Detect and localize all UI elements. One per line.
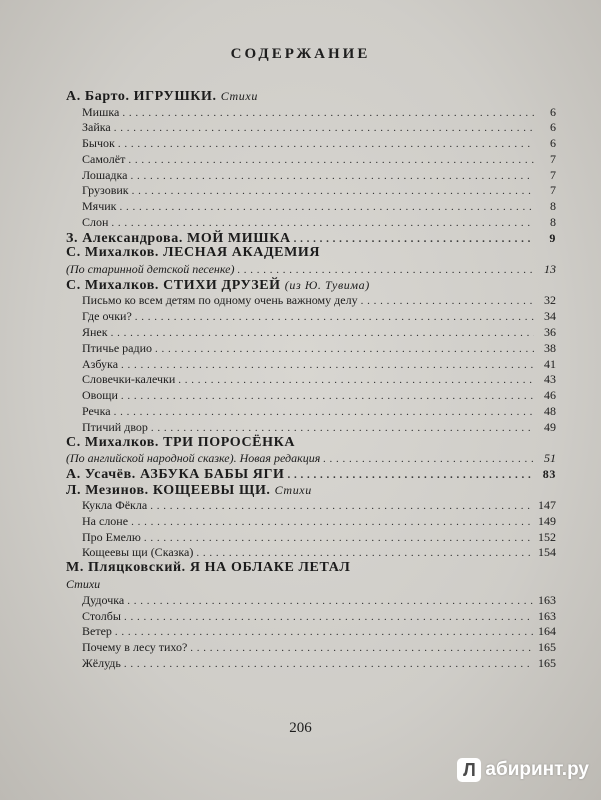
toc-entry-title: Про Емелю bbox=[82, 529, 141, 544]
table-of-contents bbox=[66, 88, 556, 671]
toc-leader-dots bbox=[121, 387, 534, 404]
toc-heading-label: Л. Мезинов. КОЩЕЕВЫ ЩИ. bbox=[66, 482, 271, 498]
toc-entry-title: Словечки-калечки bbox=[82, 372, 176, 387]
toc-entry-title: Овощи bbox=[82, 388, 118, 403]
toc-leader-dots bbox=[151, 419, 534, 436]
toc-page-number: 36 bbox=[544, 324, 556, 339]
toc-page-number: 38 bbox=[544, 340, 556, 355]
page-number: 206 bbox=[289, 720, 312, 736]
toc-entry-title: Мишка bbox=[82, 104, 120, 119]
toc-entry bbox=[66, 608, 556, 624]
toc-page-number: 152 bbox=[538, 529, 556, 544]
toc-entry-title: Ветер bbox=[82, 624, 112, 639]
toc-entry bbox=[66, 308, 556, 324]
toc-entry bbox=[66, 419, 556, 435]
toc-entry bbox=[66, 292, 556, 308]
toc-entry-title: А. Усачёв. АЗБУКА БАБЫ ЯГИ bbox=[66, 467, 285, 483]
toc-heading-note: (из Ю. Тувима) bbox=[284, 277, 370, 292]
page-title: СОДЕРЖАНИЕ bbox=[230, 46, 371, 62]
toc-leader-dots bbox=[178, 371, 534, 388]
toc-leader-dots bbox=[124, 608, 534, 625]
toc-section-heading bbox=[66, 482, 556, 498]
toc-leader-dots bbox=[155, 340, 534, 357]
toc-entry bbox=[66, 513, 556, 529]
toc-entry bbox=[66, 119, 556, 135]
toc-entry-title: Птичье радио bbox=[82, 340, 153, 355]
toc-entry-title: Зайка bbox=[82, 120, 111, 135]
toc-heading-note: Стихи bbox=[274, 482, 312, 497]
toc-entry-title: Бычок bbox=[82, 136, 115, 151]
toc-page-number: 6 bbox=[550, 104, 556, 119]
toc-heading-note: Стихи bbox=[220, 89, 258, 103]
toc-entry bbox=[66, 623, 556, 639]
toc-entry-title: Кукла Фёкла bbox=[82, 498, 148, 513]
toc-leader-dots bbox=[115, 623, 534, 640]
toc-entry-title: Речка bbox=[82, 403, 111, 418]
toc-page-number: 7 bbox=[550, 183, 556, 198]
toc-entry bbox=[66, 529, 556, 545]
toc-page-number: 48 bbox=[544, 403, 556, 418]
toc-leader-dots bbox=[135, 308, 534, 325]
toc-entry bbox=[66, 371, 556, 387]
toc-entry-title: На слоне bbox=[82, 513, 129, 528]
toc-leader-dots bbox=[124, 655, 534, 672]
toc-note: Стихи bbox=[66, 576, 101, 591]
toc-entry bbox=[66, 544, 556, 560]
toc-entry bbox=[66, 356, 556, 372]
toc-leader-dots bbox=[127, 592, 534, 609]
toc-entry bbox=[66, 198, 556, 214]
toc-entry bbox=[66, 104, 556, 120]
toc-entry-title: (По английской народной сказке). Новая редакция bbox=[66, 451, 321, 466]
toc-section-heading bbox=[66, 230, 556, 246]
toc-leader-dots bbox=[361, 292, 534, 309]
toc-entry-title: (По старинной детской песенке) bbox=[66, 261, 235, 276]
toc-page-number: 147 bbox=[538, 498, 556, 513]
toc-leader-dots bbox=[150, 497, 534, 514]
labirint-logo bbox=[457, 758, 589, 782]
toc-entry bbox=[66, 655, 556, 671]
toc-entry-title: З. Александрова. МОЙ МИШКА bbox=[66, 230, 291, 246]
toc-entry-title: Кощеевы щи (Сказка) bbox=[82, 545, 194, 560]
toc-entry-title: Жёлудь bbox=[82, 655, 121, 670]
toc-leader-dots bbox=[131, 167, 535, 184]
toc-leader-dots bbox=[111, 214, 534, 231]
toc-page-number: 41 bbox=[544, 356, 556, 371]
toc-leader-dots bbox=[144, 529, 534, 546]
toc-leader-dots bbox=[114, 403, 534, 420]
toc-page-number: 6 bbox=[550, 120, 556, 135]
toc-page-number: 83 bbox=[542, 467, 556, 482]
toc-leader-dots bbox=[190, 639, 534, 656]
toc-entry-title: Грузовик bbox=[82, 183, 129, 198]
toc-entry bbox=[66, 592, 556, 608]
toc-page-number: 8 bbox=[550, 215, 556, 230]
toc-entry-title: Мячик bbox=[82, 199, 117, 214]
toc-page-number: 163 bbox=[538, 592, 556, 607]
toc-page-number: 7 bbox=[550, 151, 556, 166]
toc-entry bbox=[66, 324, 556, 340]
toc-entry bbox=[66, 151, 556, 167]
toc-heading-label: С. Михалков. ТРИ ПОРОСЁНКА bbox=[66, 434, 296, 450]
toc-entry bbox=[66, 214, 556, 230]
toc-page-number: 8 bbox=[550, 199, 556, 214]
toc-leader-dots bbox=[111, 324, 534, 341]
toc-leader-dots bbox=[238, 261, 535, 278]
toc-entry bbox=[66, 497, 556, 513]
toc-section-heading bbox=[66, 466, 556, 482]
toc-entry bbox=[66, 403, 556, 419]
toc-leader-dots bbox=[119, 198, 534, 215]
toc-entry-title: Янек bbox=[82, 324, 108, 339]
toc-entry bbox=[66, 340, 556, 356]
toc-page-number: 9 bbox=[549, 230, 556, 245]
toc-entry-title: Где очки? bbox=[82, 309, 132, 324]
toc-section-heading bbox=[66, 560, 556, 576]
toc-page-number: 34 bbox=[544, 309, 556, 324]
toc-leader-dots bbox=[122, 104, 534, 121]
toc-entry-title: Лошадка bbox=[82, 167, 128, 182]
toc-section-heading bbox=[66, 245, 556, 261]
toc-leader-dots bbox=[114, 119, 534, 136]
toc-page-number: 165 bbox=[538, 640, 556, 655]
toc-page-number: 163 bbox=[538, 608, 556, 623]
toc-entry bbox=[66, 182, 556, 198]
toc-page-number: 43 bbox=[544, 372, 556, 387]
toc-entry bbox=[66, 135, 556, 151]
toc-page-number: 51 bbox=[544, 451, 556, 466]
toc-page-number: 154 bbox=[538, 545, 556, 560]
toc-leader-dots bbox=[196, 544, 534, 561]
toc-page-number: 13 bbox=[544, 261, 556, 276]
toc-heading-label: С. Михалков. СТИХИ ДРУЗЕЙ bbox=[66, 277, 281, 293]
toc-leader-dots bbox=[128, 151, 534, 168]
toc-page-number: 32 bbox=[544, 293, 556, 308]
toc-section-heading bbox=[66, 88, 556, 104]
toc-heading-label: С. Михалков. ЛЕСНАЯ АКАДЕМИЯ bbox=[66, 245, 321, 261]
toc-entry bbox=[66, 167, 556, 183]
toc-entry-title: Слон bbox=[82, 215, 109, 230]
toc-heading-label: М. Пляцковский. Я НА ОБЛАКЕ ЛЕТАЛ bbox=[66, 560, 351, 576]
toc-page-number: 165 bbox=[538, 655, 556, 670]
toc-leader-dots bbox=[323, 450, 534, 467]
toc-entry-title: Азбука bbox=[82, 356, 119, 371]
toc-entry-title: Почему в лесу тихо? bbox=[82, 640, 188, 655]
toc-entry bbox=[66, 639, 556, 655]
toc-leader-dots bbox=[132, 182, 534, 199]
labirint-logo-mark-icon: Л bbox=[457, 758, 481, 782]
toc-section-heading bbox=[66, 277, 556, 293]
toc-entry-title: Дудочка bbox=[82, 592, 125, 607]
toc-entry bbox=[66, 387, 556, 403]
toc-entry-title: Птичий двор bbox=[82, 419, 148, 434]
toc-note bbox=[66, 450, 556, 466]
toc-heading-label: А. Барто. ИГРУШКИ. bbox=[66, 89, 217, 104]
toc-page-number: 164 bbox=[538, 624, 556, 639]
toc-leader-dots bbox=[118, 135, 534, 152]
toc-note bbox=[66, 261, 556, 277]
toc-leader-dots bbox=[131, 513, 534, 530]
labirint-logo-text: абиринт.ру bbox=[485, 759, 589, 780]
toc-page-number: 46 bbox=[544, 388, 556, 403]
toc-page-number: 149 bbox=[538, 513, 556, 528]
toc-section-heading bbox=[66, 435, 556, 451]
toc-page-number: 6 bbox=[550, 136, 556, 151]
toc-page-number: 49 bbox=[544, 419, 556, 434]
toc-entry-title: Самолёт bbox=[82, 151, 126, 166]
toc-entry-title: Письмо ко всем детям по одному очень важному делу bbox=[82, 293, 358, 308]
toc-leader-dots bbox=[121, 356, 534, 373]
toc-page-number: 7 bbox=[550, 167, 556, 182]
toc-entry-title: Столбы bbox=[82, 608, 121, 623]
